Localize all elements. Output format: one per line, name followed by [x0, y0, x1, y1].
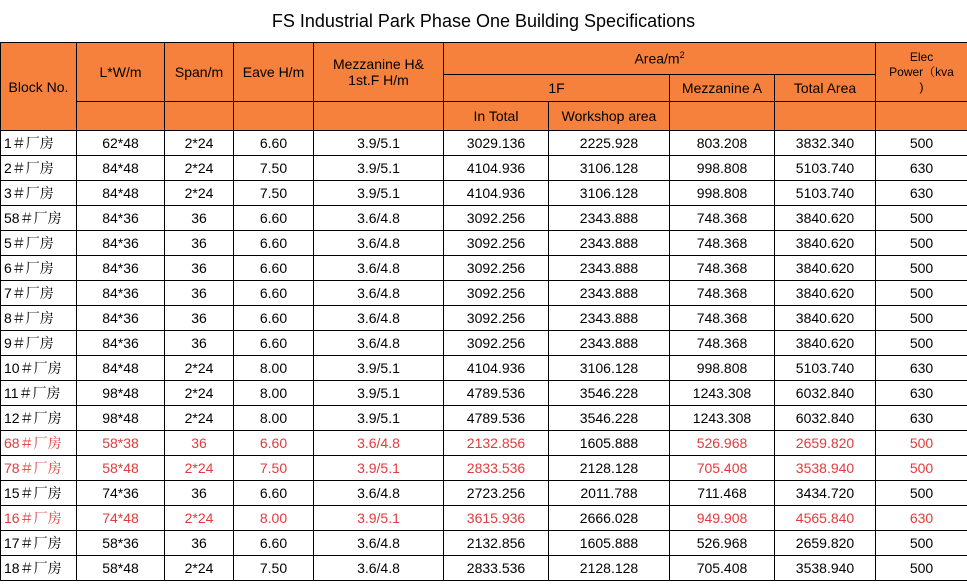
cell-workshop-area: 3106.128 [549, 156, 670, 181]
header-total-area: Total Area [775, 75, 876, 102]
header-mezz-line2: 1st.F H/m [348, 72, 409, 88]
cell-span: 36 [165, 331, 234, 356]
cell-block-no: 1＃厂房 [1, 131, 77, 156]
cell-workshop-area: 2666.028 [549, 506, 670, 531]
cell-eave-height: 7.50 [234, 556, 314, 581]
cell-mezzanine-area: 748.368 [670, 256, 775, 281]
cell-area-in-total: 3029.136 [444, 131, 549, 156]
cell-mezzanine-height: 3.9/5.1 [314, 156, 444, 181]
header-empty-lw [77, 102, 165, 131]
cell-workshop-area: 2343.888 [549, 231, 670, 256]
cell-span: 2*24 [165, 556, 234, 581]
cell-total-area: 4565.840 [775, 506, 876, 531]
cell-eave-height: 6.60 [234, 331, 314, 356]
cell-eave-height: 7.50 [234, 156, 314, 181]
table-row [1, 481, 967, 506]
cell-block-no: 12＃厂房 [1, 406, 77, 431]
cell-mezzanine-area: 998.808 [670, 356, 775, 381]
cell-length-width: 84*36 [77, 256, 165, 281]
cell-length-width: 58*48 [77, 456, 165, 481]
cell-power: 630 [876, 506, 967, 531]
page-title: FS Industrial Park Phase One Building Specifications [271, 11, 696, 31]
cell-total-area: 5103.740 [775, 356, 876, 381]
table-body [1, 131, 967, 581]
cell-span: 2*24 [165, 406, 234, 431]
cell-mezzanine-height: 3.9/5.1 [314, 356, 444, 381]
cell-power: 500 [876, 131, 967, 156]
cell-length-width: 74*48 [77, 506, 165, 531]
cell-block-no: 6＃厂房 [1, 256, 77, 281]
table-row [1, 406, 967, 431]
table-row [1, 131, 967, 156]
cell-length-width: 58*38 [77, 431, 165, 456]
cell-block-no: 15＃厂房 [1, 481, 77, 506]
cell-area-in-total: 3615.936 [444, 506, 549, 531]
cell-area-in-total: 3092.256 [444, 256, 549, 281]
cell-workshop-area: 2225.928 [549, 131, 670, 156]
cell-mezzanine-area: 1243.308 [670, 381, 775, 406]
cell-total-area: 3840.620 [775, 206, 876, 231]
cell-block-no: 8＃厂房 [1, 306, 77, 331]
cell-area-in-total: 3092.256 [444, 206, 549, 231]
cell-workshop-area: 2343.888 [549, 281, 670, 306]
cell-total-area: 6032.840 [775, 381, 876, 406]
cell-power: 630 [876, 356, 967, 381]
cell-mezzanine-area: 748.368 [670, 331, 775, 356]
cell-area-in-total: 3092.256 [444, 331, 549, 356]
cell-area-in-total: 2723.256 [444, 481, 549, 506]
cell-length-width: 84*36 [77, 306, 165, 331]
cell-length-width: 58*36 [77, 531, 165, 556]
cell-power: 500 [876, 281, 967, 306]
table-row [1, 156, 967, 181]
cell-eave-height: 8.00 [234, 381, 314, 406]
cell-total-area: 3840.620 [775, 306, 876, 331]
cell-length-width: 84*36 [77, 206, 165, 231]
cell-eave-height: 6.60 [234, 256, 314, 281]
cell-span: 2*24 [165, 356, 234, 381]
cell-mezzanine-area: 998.808 [670, 156, 775, 181]
header-in-total: In Total [444, 102, 549, 131]
cell-total-area: 3538.940 [775, 456, 876, 481]
cell-area-in-total: 4104.936 [444, 156, 549, 181]
header-mezzanine-area: Mezzanine A [670, 75, 775, 102]
cell-mezzanine-area: 526.968 [670, 431, 775, 456]
cell-eave-height: 6.60 [234, 481, 314, 506]
cell-eave-height: 6.60 [234, 206, 314, 231]
cell-mezzanine-height: 3.6/4.8 [314, 331, 444, 356]
cell-mezzanine-height: 3.6/4.8 [314, 531, 444, 556]
cell-mezzanine-area: 705.408 [670, 556, 775, 581]
cell-block-no: 2＃厂房 [1, 156, 77, 181]
cell-total-area: 3840.620 [775, 256, 876, 281]
cell-span: 36 [165, 281, 234, 306]
table-row [1, 431, 967, 456]
header-elec-power [876, 43, 967, 102]
cell-mezzanine-height: 3.6/4.8 [314, 281, 444, 306]
cell-total-area: 3538.940 [775, 556, 876, 581]
cell-total-area: 6032.840 [775, 406, 876, 431]
cell-mezzanine-height: 3.9/5.1 [314, 131, 444, 156]
header-eave: Eave H/m [234, 43, 314, 102]
header-lw: L*W/m [77, 43, 165, 102]
cell-block-no: 16＃厂房 [1, 506, 77, 531]
table-row [1, 506, 967, 531]
cell-power: 500 [876, 306, 967, 331]
table-row [1, 181, 967, 206]
table-row [1, 456, 967, 481]
cell-mezzanine-height: 3.6/4.8 [314, 481, 444, 506]
spec-table [0, 42, 967, 581]
cell-mezzanine-area: 526.968 [670, 531, 775, 556]
cell-power: 500 [876, 256, 967, 281]
cell-area-in-total: 4104.936 [444, 356, 549, 381]
cell-workshop-area: 2128.128 [549, 456, 670, 481]
cell-total-area: 3840.620 [775, 281, 876, 306]
table-row [1, 231, 967, 256]
header-workshop-area: Workshop area [549, 102, 670, 131]
cell-workshop-area: 2343.888 [549, 206, 670, 231]
cell-area-in-total: 4789.536 [444, 406, 549, 431]
cell-power: 500 [876, 331, 967, 356]
table-row [1, 356, 967, 381]
cell-span: 36 [165, 306, 234, 331]
cell-area-in-total: 3092.256 [444, 281, 549, 306]
cell-power: 500 [876, 556, 967, 581]
header-empty-total [775, 102, 876, 131]
cell-mezzanine-area: 949.908 [670, 506, 775, 531]
cell-mezzanine-height: 3.9/5.1 [314, 456, 444, 481]
table-row [1, 206, 967, 231]
cell-eave-height: 6.60 [234, 306, 314, 331]
cell-workshop-area: 2343.888 [549, 256, 670, 281]
cell-mezzanine-area: 748.368 [670, 306, 775, 331]
cell-total-area: 5103.740 [775, 181, 876, 206]
cell-total-area: 2659.820 [775, 431, 876, 456]
cell-mezzanine-height: 3.9/5.1 [314, 506, 444, 531]
cell-length-width: 84*48 [77, 156, 165, 181]
cell-span: 36 [165, 481, 234, 506]
cell-mezzanine-height: 3.6/4.8 [314, 256, 444, 281]
cell-mezzanine-area: 803.208 [670, 131, 775, 156]
cell-power: 500 [876, 231, 967, 256]
table-row [1, 381, 967, 406]
table-row [1, 281, 967, 306]
cell-mezzanine-height: 3.6/4.8 [314, 306, 444, 331]
header-mezz-line1: Mezzanine H& [332, 56, 425, 72]
cell-span: 2*24 [165, 131, 234, 156]
cell-mezzanine-height: 3.6/4.8 [314, 431, 444, 456]
header-elec-line3: ) [919, 79, 924, 94]
cell-mezzanine-height: 3.6/4.8 [314, 556, 444, 581]
cell-span: 2*24 [165, 456, 234, 481]
cell-mezzanine-area: 748.368 [670, 206, 775, 231]
cell-mezzanine-area: 748.368 [670, 231, 775, 256]
header-empty-power [876, 102, 967, 131]
cell-area-in-total: 2132.856 [444, 431, 549, 456]
cell-span: 36 [165, 531, 234, 556]
cell-length-width: 84*48 [77, 181, 165, 206]
header-empty-mezz [314, 102, 444, 131]
cell-workshop-area: 1605.888 [549, 431, 670, 456]
cell-total-area: 3840.620 [775, 231, 876, 256]
cell-length-width: 74*36 [77, 481, 165, 506]
cell-block-no: 5＃厂房 [1, 231, 77, 256]
cell-eave-height: 7.50 [234, 181, 314, 206]
cell-workshop-area: 2011.788 [549, 481, 670, 506]
cell-mezzanine-area: 705.408 [670, 456, 775, 481]
cell-eave-height: 7.50 [234, 456, 314, 481]
cell-block-no: 58＃厂房 [1, 206, 77, 231]
header-mezzanine-height [314, 43, 444, 102]
cell-workshop-area: 2343.888 [549, 331, 670, 356]
cell-workshop-area: 3106.128 [549, 181, 670, 206]
cell-mezzanine-area: 748.368 [670, 281, 775, 306]
cell-mezzanine-area: 711.468 [670, 481, 775, 506]
cell-total-area: 5103.740 [775, 156, 876, 181]
cell-mezzanine-height: 3.9/5.1 [314, 381, 444, 406]
cell-power: 500 [876, 531, 967, 556]
table-row [1, 531, 967, 556]
cell-power: 500 [876, 206, 967, 231]
cell-span: 36 [165, 256, 234, 281]
cell-eave-height: 8.00 [234, 506, 314, 531]
cell-workshop-area: 1605.888 [549, 531, 670, 556]
cell-workshop-area: 3546.228 [549, 381, 670, 406]
cell-block-no: 17＃厂房 [1, 531, 77, 556]
cell-span: 2*24 [165, 181, 234, 206]
cell-total-area: 3434.720 [775, 481, 876, 506]
header-empty-eave [234, 102, 314, 131]
cell-mezzanine-height: 3.6/4.8 [314, 206, 444, 231]
cell-power: 630 [876, 381, 967, 406]
cell-power: 500 [876, 456, 967, 481]
cell-mezzanine-height: 3.6/4.8 [314, 231, 444, 256]
cell-span: 36 [165, 431, 234, 456]
header-area-sup: 2 [679, 50, 685, 61]
cell-block-no: 3＃厂房 [1, 181, 77, 206]
cell-eave-height: 6.60 [234, 431, 314, 456]
cell-power: 630 [876, 156, 967, 181]
cell-power: 630 [876, 181, 967, 206]
cell-block-no: 11＃厂房 [1, 381, 77, 406]
cell-mezzanine-area: 1243.308 [670, 406, 775, 431]
cell-total-area: 3832.340 [775, 131, 876, 156]
cell-workshop-area: 3106.128 [549, 356, 670, 381]
header-1f: 1F [444, 75, 670, 102]
cell-eave-height: 6.60 [234, 231, 314, 256]
header-span: Span/m [165, 43, 234, 102]
cell-span: 2*24 [165, 506, 234, 531]
cell-length-width: 98*48 [77, 381, 165, 406]
cell-total-area: 3840.620 [775, 331, 876, 356]
header-elec-line2: Power（kva [889, 64, 954, 79]
cell-length-width: 62*48 [77, 131, 165, 156]
cell-eave-height: 6.60 [234, 281, 314, 306]
table-row [1, 331, 967, 356]
cell-area-in-total: 4789.536 [444, 381, 549, 406]
cell-area-in-total: 4104.936 [444, 181, 549, 206]
cell-block-no: 9＃厂房 [1, 331, 77, 356]
cell-mezzanine-height: 3.9/5.1 [314, 181, 444, 206]
cell-area-in-total: 3092.256 [444, 306, 549, 331]
table-row [1, 556, 967, 581]
cell-workshop-area: 2128.128 [549, 556, 670, 581]
cell-eave-height: 6.60 [234, 131, 314, 156]
cell-eave-height: 8.00 [234, 356, 314, 381]
cell-power: 500 [876, 431, 967, 456]
cell-span: 2*24 [165, 156, 234, 181]
cell-area-in-total: 2833.536 [444, 456, 549, 481]
cell-block-no: 78＃厂房 [1, 456, 77, 481]
header-empty-mezz-area [670, 102, 775, 131]
cell-span: 36 [165, 206, 234, 231]
table-row [1, 306, 967, 331]
cell-block-no: 7＃厂房 [1, 281, 77, 306]
cell-length-width: 58*48 [77, 556, 165, 581]
header-area [444, 43, 876, 75]
cell-eave-height: 8.00 [234, 406, 314, 431]
cell-power: 500 [876, 481, 967, 506]
table-header [1, 43, 967, 131]
cell-block-no: 68＃厂房 [1, 431, 77, 456]
cell-length-width: 84*36 [77, 231, 165, 256]
cell-span: 36 [165, 231, 234, 256]
cell-workshop-area: 3546.228 [549, 406, 670, 431]
cell-block-no: 18＃厂房 [1, 556, 77, 581]
cell-length-width: 98*48 [77, 406, 165, 431]
cell-total-area: 2659.820 [775, 531, 876, 556]
cell-area-in-total: 2132.856 [444, 531, 549, 556]
cell-area-in-total: 3092.256 [444, 231, 549, 256]
cell-span: 2*24 [165, 381, 234, 406]
cell-block-no: 10＃厂房 [1, 356, 77, 381]
cell-length-width: 84*48 [77, 356, 165, 381]
cell-workshop-area: 2343.888 [549, 306, 670, 331]
table-row [1, 256, 967, 281]
cell-mezzanine-area: 998.808 [670, 181, 775, 206]
header-empty-span [165, 102, 234, 131]
cell-power: 630 [876, 406, 967, 431]
header-block-no: Block No. [1, 43, 77, 131]
cell-length-width: 84*36 [77, 281, 165, 306]
cell-area-in-total: 2833.536 [444, 556, 549, 581]
header-area-label: Area/m [634, 50, 680, 67]
cell-mezzanine-height: 3.9/5.1 [314, 406, 444, 431]
cell-length-width: 84*36 [77, 331, 165, 356]
cell-eave-height: 6.60 [234, 531, 314, 556]
header-elec-line1: Elec [909, 49, 934, 64]
